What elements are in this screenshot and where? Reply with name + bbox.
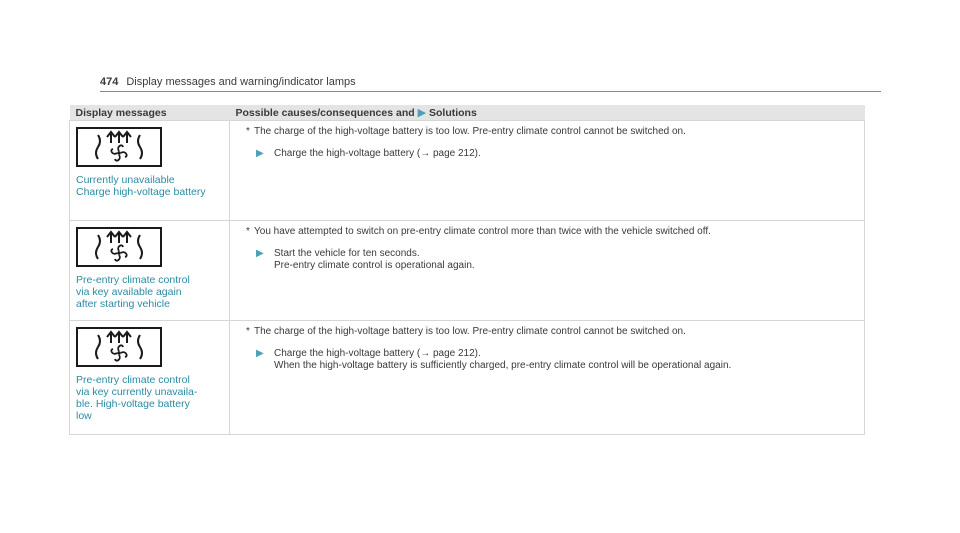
display-message-line: Pre-entry climate control (76, 374, 190, 386)
cause-solution-cell (230, 321, 865, 435)
star-marker: * (246, 226, 250, 237)
star-marker: * (246, 126, 250, 137)
star-marker: * (246, 326, 250, 337)
solution-arrow-icon: ▶ (417, 106, 427, 119)
display-message-line: after starting vehicle (76, 298, 170, 310)
display-message-line: via key available again (76, 286, 182, 298)
col-causes-label: Possible causes/consequences and (235, 106, 415, 119)
cause-label: The charge of the high-voltage battery is too low. Pre-entry climate control cannot be switched on. (254, 126, 686, 137)
solution-arrow-icon: ▶ (256, 348, 264, 359)
col-causes-solutions (230, 105, 865, 121)
col-solutions-label: Solutions (428, 106, 477, 119)
page-number: 474 (100, 76, 119, 88)
cause-text (236, 126, 858, 138)
solution-block (236, 148, 858, 160)
solution-step: Start the vehicle for ten seconds. (274, 248, 420, 259)
solution-block (236, 348, 858, 372)
display-message-line: low (76, 410, 92, 422)
display-message-line: Pre-entry climate control (76, 274, 190, 286)
solution-result: When the high-voltage battery is sufficiently charged, pre-entry climate control will be operational again. (274, 360, 732, 371)
table-row (70, 221, 865, 321)
section-title: Display messages and warning/indicator lamps (126, 76, 356, 88)
table-row (70, 321, 865, 435)
solution-step: Charge the high-voltage battery (→ page 212). (274, 148, 481, 159)
display-message-line: Charge high-voltage battery (76, 186, 206, 198)
climate-fan-icon (76, 327, 162, 367)
solution-arrow-icon: ▶ (256, 148, 264, 159)
cause-solution-cell (230, 221, 865, 321)
solution-block (236, 248, 858, 272)
solution-step: Charge the high-voltage battery (→ page 212). (274, 348, 481, 359)
col-display-messages: Display messages (70, 105, 230, 121)
page-header (100, 77, 881, 92)
display-messages-table (69, 105, 865, 435)
display-message-cell (70, 221, 230, 321)
display-message-line: Currently unavailable (76, 174, 175, 186)
display-message-cell (70, 121, 230, 221)
display-message-cell (70, 321, 230, 435)
solution-arrow-icon: ▶ (256, 248, 264, 259)
climate-fan-icon (76, 127, 162, 167)
cause-text (236, 226, 858, 238)
solution-result: Pre-entry climate control is operational again. (274, 260, 475, 271)
climate-fan-icon (76, 227, 162, 267)
cause-text (236, 326, 858, 338)
table-row (70, 121, 865, 221)
display-message-line: ble. High-voltage battery (76, 398, 190, 410)
table-header-row (70, 105, 865, 121)
cause-solution-cell (230, 121, 865, 221)
cause-label: The charge of the high-voltage battery is too low. Pre-entry climate control cannot be switched on. (254, 326, 686, 337)
cause-label: You have attempted to switch on pre-entry climate control more than twice with the vehicle switched off. (254, 226, 711, 237)
display-message-line: via key currently unavaila- (76, 386, 198, 398)
